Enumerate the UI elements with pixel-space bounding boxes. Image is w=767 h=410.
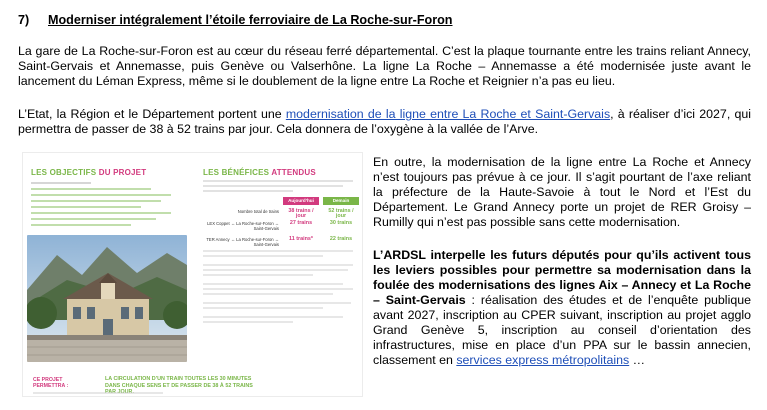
- row-value-future: 52 trains / jour: [328, 208, 354, 220]
- benefices-title-b: ATTENDUS: [271, 168, 316, 177]
- objectifs-text-lines: [31, 181, 181, 229]
- row-value-now: 27 trains: [289, 220, 313, 226]
- link-modernisation-ligne[interactable]: modernisation de la ligne entre La Roche et Saint-Gervais: [285, 107, 611, 121]
- brochure-figure: [22, 152, 363, 397]
- footer-text: LA CIRCULATION D’UN TRAIN TOUTES LES 30 MINUTES DANS CHAQUE SENS ET DE PASSER DE 38 À 52 TRAINS PAR JOUR.: [105, 376, 253, 396]
- objectifs-title: [31, 165, 146, 180]
- benefices-text-lines: [203, 179, 359, 195]
- table-head-now: Aujourd’hui: [283, 197, 319, 205]
- table-head-future: Demain: [323, 197, 359, 205]
- row-label: TER Annecy ↔ La Roche-sur-Foron ↔ Saint-Gervais: [206, 237, 279, 248]
- benefices-detail-lines: [203, 249, 359, 329]
- footer-label: CE PROJET PERMETTRA :: [33, 377, 69, 389]
- paragraph-ardsl: [373, 248, 751, 368]
- benefices-title: [203, 165, 316, 180]
- row-value-future: 30 trains: [329, 220, 353, 226]
- section-number: 7): [18, 13, 30, 27]
- objectifs-title-b: DU PROJET: [98, 168, 147, 177]
- row-label: Nombre total de trains: [237, 209, 279, 214]
- paragraph-annecy: En outre, la modernisation de la ligne entre La Roche et Annecy n’est toujours pas prévue à ce jour. Il s’agit pourtant de l’axe reliant la préfecture de la Haute-Savoie à tout le Nord et l’Est du Département. Le Grand Annecy porte un projet de RER Groisy – Rumilly qui n’est pas possible sans cette modernisation.: [373, 155, 751, 229]
- link-services-express[interactable]: services express métropolitains: [456, 353, 630, 367]
- section-heading: [18, 13, 453, 28]
- row-value-now: 11 trains*: [289, 236, 313, 242]
- row-value-now: 38 trains / jour: [288, 208, 314, 220]
- section-title: Moderniser intégralement l’étoile ferroviaire de La Roche-sur-Foron: [48, 13, 453, 27]
- row-value-future: 22 trains: [329, 236, 353, 242]
- benefices-title-a: LES BÉNÉFICES: [203, 168, 270, 177]
- paragraph-gare: La gare de La Roche-sur-Foron est au cœur du réseau ferré départemental. C’est la plaque tournante entre les trains reliant Annecy, Saint-Gervais et Annemasse, puis Genève ou Valserhône. La ligne La Roche – Annemasse a été modernisée juste avant le lancement du Léman Express, même si le doublement de la ligne entre La Roche et Reignier n’a pas eu lieu.: [18, 44, 751, 88]
- row-label: LEX Coppet ↔ La Roche-sur-Foron ↔ Saint-Gervais: [207, 221, 279, 232]
- paragraph-modernisation-text-start: L’Etat, la Région et le Département portent une: [18, 107, 286, 121]
- footnote-line: [33, 391, 173, 395]
- paragraph-ardsl-text: : réalisation des études et de l’enquête publique avant 2027, inscription au CPER suivant, inscription au projet agglo Grand Genève 5, inscription au conseil d’orientation des infrastructures, mise en place d’un PPA sur le bassin annecien, classement en: [373, 293, 751, 367]
- station-photo: [27, 235, 187, 362]
- objectifs-title-a: LES OBJECTIFS: [31, 168, 97, 177]
- paragraph-ardsl-bold: L’ARDSL interpelle les futurs députés pour qu’ils activent tous les leviers possibles pour permettre sa modernisation dans la foulée des modernisations des lignes Aix – Annecy et La Roche – Saint-Gervais: [373, 248, 751, 307]
- paragraph-modernisation-text-end: , à réaliser d’ici 2027, qui permettra de passer de 38 à 52 trains par jour. Cela donnera de l’oxygène à la vallée de l’Arve.: [18, 107, 752, 136]
- paragraph-ardsl-end: …: [629, 353, 646, 367]
- paragraph-modernisation: [18, 107, 751, 137]
